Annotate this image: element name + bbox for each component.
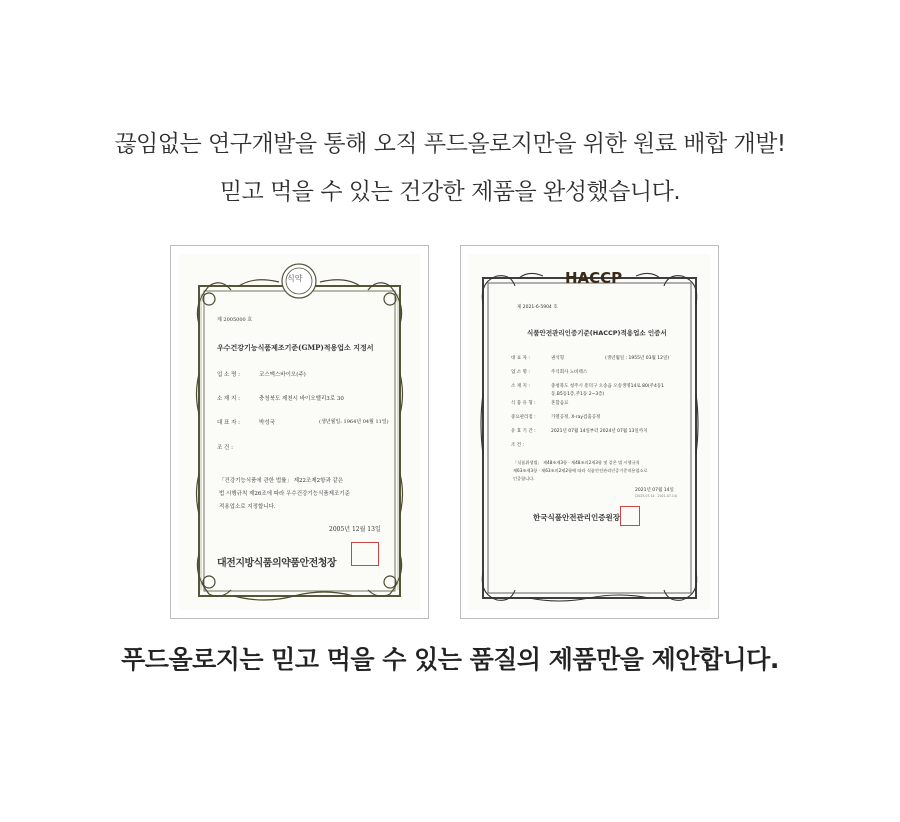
emblem-label: 식약 [287, 274, 303, 283]
haccp-certificate [460, 245, 719, 619]
haccp-body-line: 「식품위생법」 제48조제3항 · 제48조의2제3항 및 같은 법 시행규칙 [513, 460, 640, 465]
gmp-field-label: 소 재 지 : [217, 396, 241, 402]
haccp-field-label: 소 재 지 : [511, 384, 530, 389]
gmp-field-label: 조 건 : [217, 445, 233, 451]
gmp-field-value: 충청북도 제천시 바이오밸리3로 30 [259, 396, 344, 402]
closing-statement: 푸드올로지는 믿고 먹을 수 있는 품질의 제품만을 제안합니다. [121, 645, 779, 674]
intro-line-1: 끊임없는 연구개발을 통해 오직 푸드올로지만을 위한 원료 배합 개발! [114, 131, 786, 157]
gmp-field-value: 박성국 [259, 420, 275, 426]
haccp-title: 식품안전관리인증기준(HACCP)적용업소 인증서 [527, 329, 667, 337]
haccp-field-label: 업 소 명 : [511, 370, 530, 375]
haccp-logo: HACCP [565, 269, 623, 287]
official-seal-icon [351, 542, 379, 566]
gmp-title: 우수건강기능식품제조기준(GMP)적용업소 지정서 [217, 343, 374, 352]
intro-line-2: 믿고 먹을 수 있는 건강한 제품을 완성했습니다. [219, 179, 681, 205]
haccp-field-label: 식 품 유 형 : [511, 401, 536, 406]
gmp-number: 제 2005000 호 [217, 317, 253, 323]
haccp-field-label: 유 효 기 간 : [511, 429, 536, 434]
gmp-date: 2005년 12월 13일 [329, 526, 381, 533]
haccp-number: 제 2021-6-5904 호 [517, 305, 558, 310]
gmp-issuer: 대전지방식품의약품안전청장 [217, 558, 337, 569]
haccp-field-value: 2021년 07월 14일부터 2024년 07월 13일까지 [551, 429, 648, 434]
haccp-body-line: 인증합니다. [513, 476, 535, 481]
haccp-field-label: 조 건 : [511, 443, 525, 448]
gmp-field-label: 업 소 명 : [217, 372, 241, 378]
gmp-body-line: 「건강기능식품에 관한 법률」 제22조제2항과 같은 [219, 478, 344, 484]
haccp-birth-date: (생년월일 : 1955년 03월 12일) [605, 356, 670, 361]
official-seal-icon [620, 506, 640, 526]
haccp-date-note: (2025.07.14 - 2021.07.14) [635, 494, 678, 498]
haccp-field-value: 동,B5동1층,주1동 2~3층) [551, 392, 605, 397]
haccp-field-value: 충청북도 청주시 흥덕구 오송읍 오송생명14로 80(주4동1 [551, 384, 665, 389]
gmp-certificate [170, 245, 429, 619]
gmp-birth-date: (생년월일: 1964년 04월 11일) [319, 419, 389, 425]
gmp-field-value: 코스맥스바이오(주) [259, 372, 306, 378]
haccp-date: 2021년 07월 14일 [635, 488, 674, 493]
haccp-field-value: 권석형 [551, 356, 565, 361]
gmp-body-line: 적용업소로 지정합니다. [219, 504, 276, 510]
haccp-body-line: 제63조제3항 · 제63조의2제2항에 따라 식품안전관리인증기준적용업소로 [513, 468, 648, 473]
haccp-field-value: 혼합음료 [551, 401, 569, 406]
haccp-field-value: 주식회사 노바렉스 [551, 370, 588, 375]
haccp-field-label: 중요관리점 : [511, 415, 536, 420]
haccp-issuer: 한국식품안전관리인증원장 [533, 513, 620, 522]
haccp-field-value: 가열공정, X-ray검출공정 [551, 415, 601, 420]
gmp-field-label: 대 표 자 : [217, 420, 241, 426]
haccp-field-label: 대 표 자 : [511, 356, 530, 361]
intro-text [0, 120, 900, 216]
gmp-body-line: 법 시행규칙 제26조에 따라 우수건강기능식품제조기준 [219, 491, 350, 497]
